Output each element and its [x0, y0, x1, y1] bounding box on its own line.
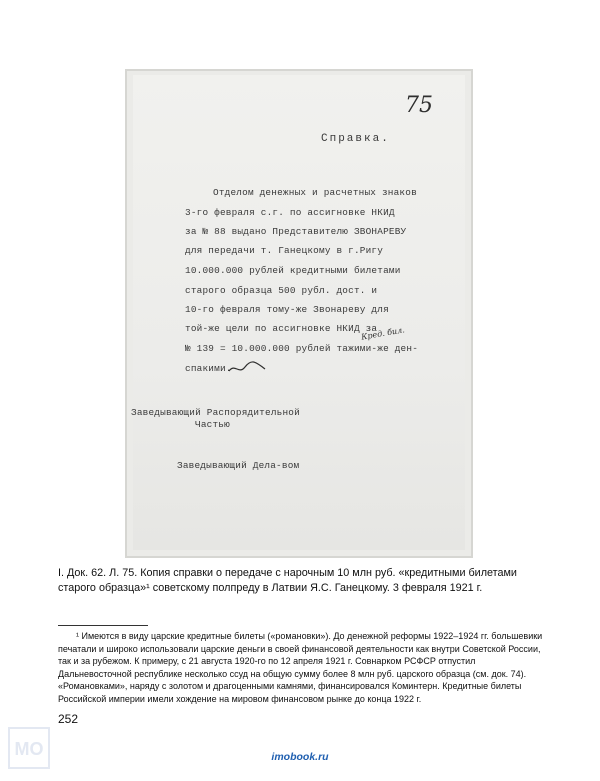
document-line-1: Отделом денежных и расчетных знаков: [213, 187, 417, 198]
site-link[interactable]: imobook.ru: [271, 751, 329, 763]
document-paper: [133, 75, 465, 550]
document-line-6: старого образца 500 рубл. дост. и: [185, 285, 378, 296]
page-number: 252: [58, 712, 79, 726]
signatory-title-1: Заведывающий Распорядительной: [131, 407, 300, 418]
document-line-4: для передачи т. Ганецкому в г.Ригу: [185, 245, 384, 256]
document-line-2: 3-го февраля с.г. по ассигновке НКИД: [185, 207, 395, 218]
document-line-10: спакими.: [185, 363, 232, 374]
document-line-9: № 139 = 10.000.000 рублей тажими-же ден-: [185, 343, 419, 354]
document-line-3: за № 88 выдано Представителю ЗВОНАРЕВУ: [185, 226, 407, 237]
footnote-separator: [58, 625, 148, 626]
handwritten-note: Кред. бил.: [360, 325, 406, 342]
svg-text:МО: МО: [14, 739, 44, 759]
figure-caption: I. Док. 62. Л. 75. Копия справки о передаче с нарочным 10 млн руб. «кредитными билетами старого образца»¹ советскому полпреду в Латвии Я.С. Ганецкому. 3 февраля 1921 г.: [58, 567, 517, 594]
archive-folio-annotation: 75: [405, 93, 433, 118]
footnote-text: ¹ Имеются в виду царские кредитные билеты («романовки»). До денежной реформы 1922–1924 гг. большевики печатали и широко использовали царские деньги в своей финансовой деятельности как внутри Советской России, так и за рубежом. К примеру, с 21 августа 1920-го по 12 апреля 1921 г. Совнарком РСФСР отпустил Дальневосточной республике несколько ссуд на общую сумму более 8 млн руб. царского образца (см. док. 74). «Романовками», наряду с золотом и драгоценными камнями, финансировался Коминтерн. Кредитные билеты Российской империи имели хождение на мировом финансовом рынке до конца 1922 г.: [58, 631, 543, 704]
document-line-5: 10.000.000 рублей кредитными билетами: [185, 265, 401, 276]
document-line-8: той-же цели по ассигновке НКИД за: [185, 323, 378, 334]
document-line-7: 10-го февраля тому-же Звонареву для: [185, 304, 389, 315]
footnote: [58, 630, 548, 706]
handwritten-signature: [227, 359, 267, 377]
signatory-title-1-line2: Частью: [195, 419, 230, 430]
document-title: Справка.: [321, 133, 390, 145]
signatory-title-2: Заведывающий Дела-вом: [177, 460, 300, 471]
archival-document-photo: [125, 69, 473, 558]
